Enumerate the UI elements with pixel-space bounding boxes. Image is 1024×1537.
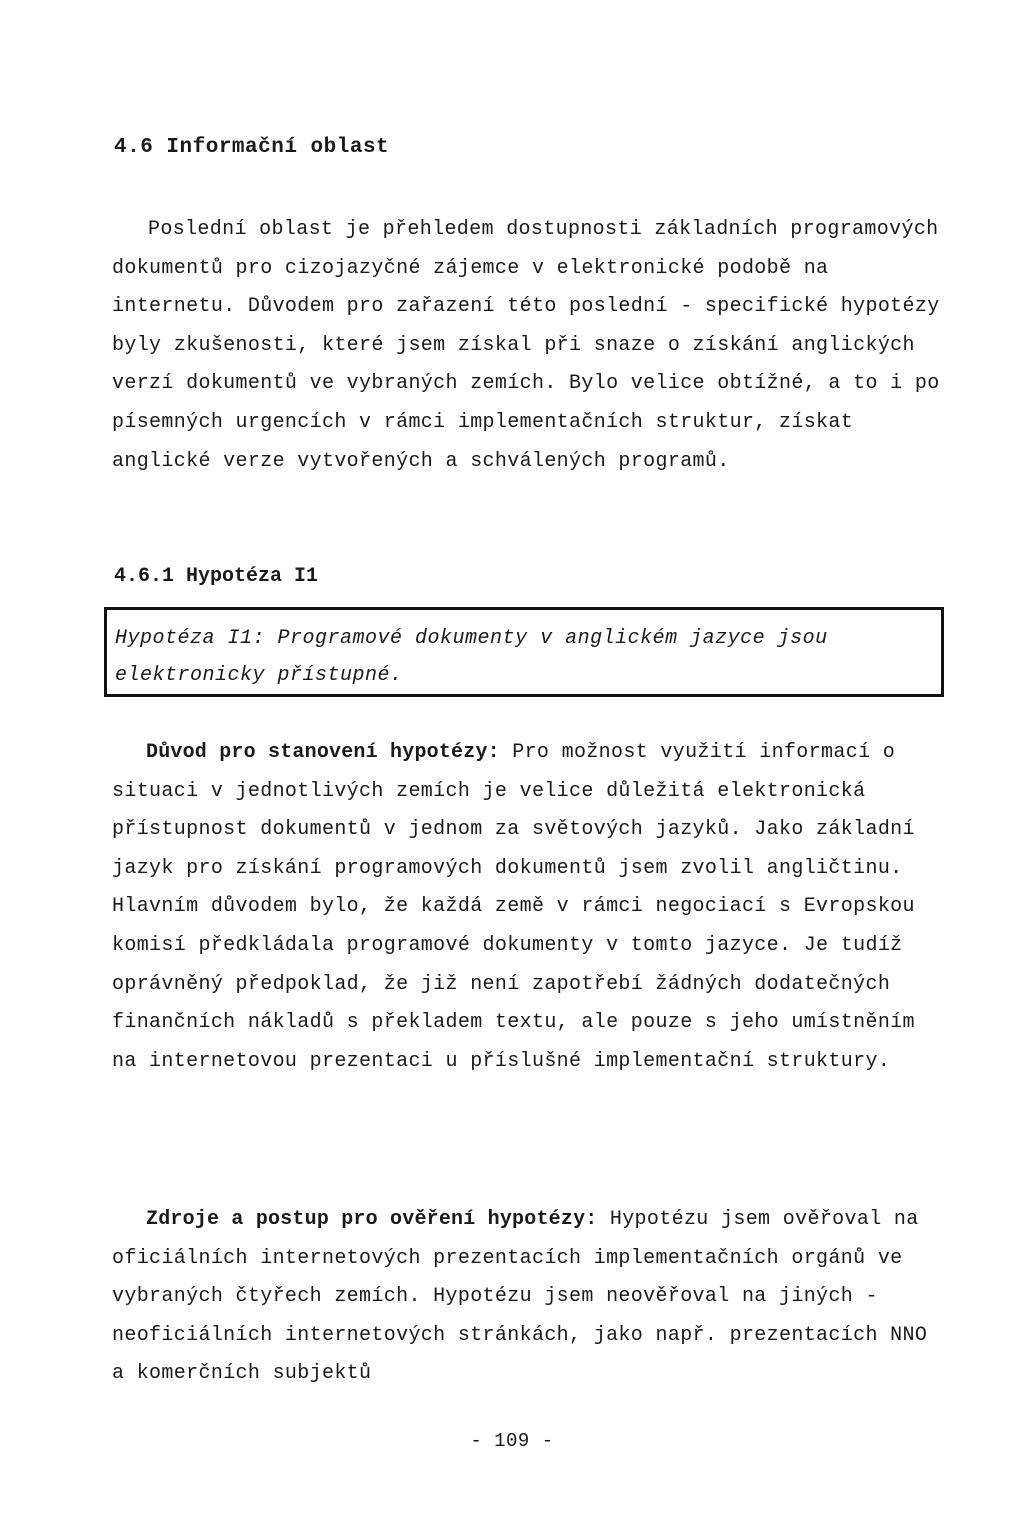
subsection-heading: 4.6.1 Hypotéza I1 — [114, 565, 319, 588]
reason-label: Důvod pro stanovení hypotézy: — [146, 741, 500, 764]
sources-paragraph — [112, 1201, 942, 1394]
section-heading: 4.6 Informační oblast — [114, 136, 390, 159]
intro-paragraph: Poslední oblast je přehledem dostupnosti základních programových dokumentů pro cizojazyčné zájemce v elektronické podobě na internetu. Důvodem pro zařazení této poslední - specifické hypotézy byly zkušenosti, které jsem získal při snaze o získání anglických verzí dokumentů ve vybraných zemích. Bylo velice obtížné, a to i po písemných urgencích v rámci implementačních struktur, získat anglické verze vytvořených a schválených programů. — [112, 218, 952, 473]
reason-paragraph — [112, 734, 942, 1081]
sources-text: Hypotézu jsem ověřoval na oficiálních internetových prezentacích implementačních orgánů ve vybraných čtyřech zemích. Hypotézu jsem neověřoval na jiných - neoficiálních internetových stránkách, jako např. prezentacích NNO a komerčních subjektů — [112, 1208, 940, 1386]
reason-text: Pro možnost využití informací o situaci v jednotlivých zemích je velice důležitá elektronická přístupnost dokumentů v jednom za světových jazyků. Jako základní jazyk pro získání programových dokumentů jsem zvolil angličtinu. Hlavním důvodem bylo, že každá země v rámci negociací s Evropskou komisí předkládala programové dokumenty v tomto jazyce. Je tudíž oprávněný předpoklad, že již není zapotřebí žádných dodatečných finančních nákladů s překladem textu, ale pouze s jeho umístněním na internetovou prezentaci u příslušné implementační struktury. — [112, 741, 928, 1073]
hypothesis-box — [104, 607, 944, 697]
hypothesis-text: Hypotéza I1: Programové dokumenty v anglickém jazyce jsou elektronicky přístupné. — [115, 627, 828, 687]
sources-label: Zdroje a postup pro ověření hypotézy: — [146, 1208, 598, 1231]
page-number: - 109 - — [470, 1430, 554, 1452]
